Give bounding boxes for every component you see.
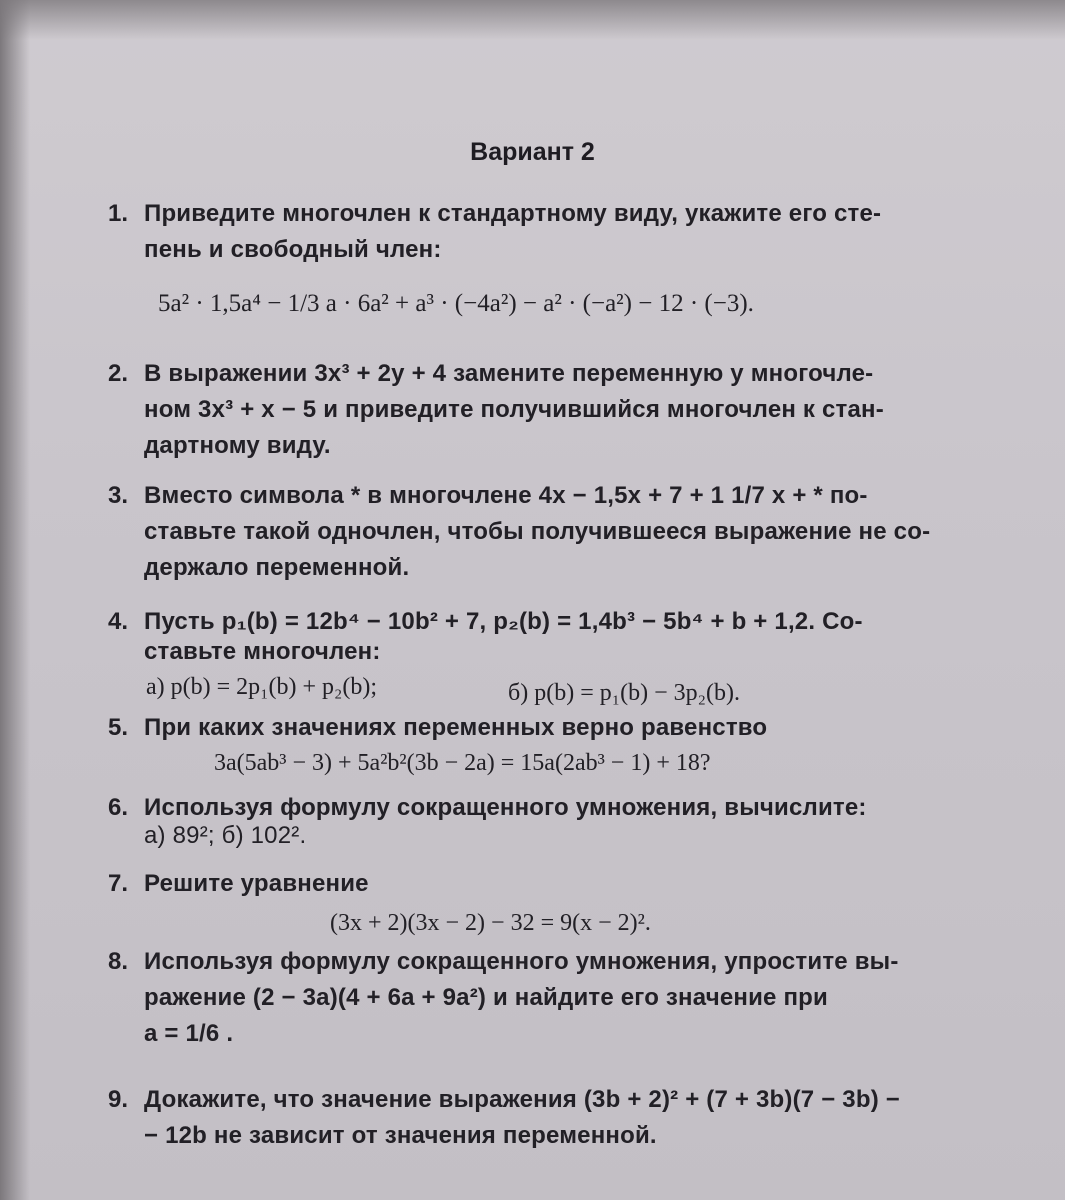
problem-text-line: дартному виду. bbox=[144, 432, 331, 459]
page-shadow-top bbox=[0, 0, 1065, 40]
problem-text-line: Используя формулу сокращенного умножения, упростите вы- bbox=[144, 948, 899, 975]
page-title: Вариант 2 bbox=[470, 138, 595, 166]
problem-text-line: ставьте многочлен: bbox=[144, 638, 381, 665]
problem-9 bbox=[108, 1082, 1013, 1154]
problem-number: 8. bbox=[108, 948, 129, 975]
problem-5 bbox=[108, 710, 1013, 746]
problem-number: 5. bbox=[108, 714, 129, 741]
problem-text-line: − 12b не зависит от значения переменной. bbox=[144, 1122, 657, 1149]
problem-text-line: Докажите, что значение выражения (3b + 2)² + (7 + 3b)(7 − 3b) − bbox=[144, 1086, 900, 1113]
problem-number: 3. bbox=[108, 482, 129, 509]
problem-4 bbox=[108, 604, 1013, 670]
problem-text-line: пень и свободный член: bbox=[144, 236, 442, 263]
problem-4-option-a: а) p(b) = 2p₁(b) + p₂(b); bbox=[146, 674, 378, 700]
problem-2 bbox=[108, 356, 1013, 464]
problem-text-line: В выражении 3x³ + 2y + 4 замените переменную y многочле- bbox=[144, 360, 874, 387]
problem-number: 1. bbox=[108, 200, 129, 227]
problem-text-line: ражение (2 − 3a)(4 + 6a + 9a²) и найдите его значение при bbox=[144, 984, 828, 1011]
problem-text-line: а) 89²; б) 102². bbox=[144, 822, 307, 849]
problem-text-line: держало переменной. bbox=[144, 554, 410, 581]
problem-7-formula: (3x + 2)(3x − 2) − 32 = 9(x − 2)². bbox=[330, 910, 651, 936]
problem-number: 6. bbox=[108, 794, 129, 821]
page-shadow-left bbox=[0, 0, 30, 1200]
problem-text-line: Приведите многочлен к стандартному виду, укажите его сте- bbox=[144, 200, 882, 227]
problem-6 bbox=[108, 790, 1013, 854]
problem-text-line: Используя формулу сокращенного умножения, вычислите: bbox=[144, 794, 867, 821]
problem-1-formula: 5a² · 1,5a⁴ − 1/3 a · 6a² + a³ · (−4a²) − a² · (−a²) − 12 · (−3). bbox=[158, 290, 754, 317]
problem-number: 4. bbox=[108, 608, 129, 635]
problem-4-option-b: б) p(b) = p₁(b) − 3p₂(b). bbox=[508, 680, 740, 706]
problem-number: 9. bbox=[108, 1086, 129, 1113]
problem-text-line: Пусть p₁(b) = 12b⁴ − 10b² + 7, p₂(b) = 1,4b³ − 5b⁴ + b + 1,2. Со- bbox=[144, 608, 863, 635]
problem-3 bbox=[108, 478, 1013, 586]
problem-number: 7. bbox=[108, 870, 129, 897]
problem-text-line: Вместо символа * в многочлене 4x − 1,5x + 7 + 1 1/7 x + * по- bbox=[144, 482, 868, 509]
problem-text-line: Решите уравнение bbox=[144, 870, 369, 897]
problem-number: 2. bbox=[108, 360, 129, 387]
problem-text-line: При каких значениях переменных верно равенство bbox=[144, 714, 768, 741]
problem-5-formula: 3a(5ab³ − 3) + 5a²b²(3b − 2a) = 15a(2ab³ − 1) + 18? bbox=[214, 750, 711, 776]
problem-text-line: ном 3x³ + x − 5 и приведите получившийся многочлен к стан- bbox=[144, 396, 884, 423]
problem-text-line: ставьте такой одночлен, чтобы получившееся выражение не со- bbox=[144, 518, 931, 545]
problem-1 bbox=[108, 196, 1013, 268]
problem-text-line: a = 1/6 . bbox=[144, 1020, 234, 1047]
problem-8 bbox=[108, 944, 1013, 1052]
problem-7 bbox=[108, 866, 1013, 902]
